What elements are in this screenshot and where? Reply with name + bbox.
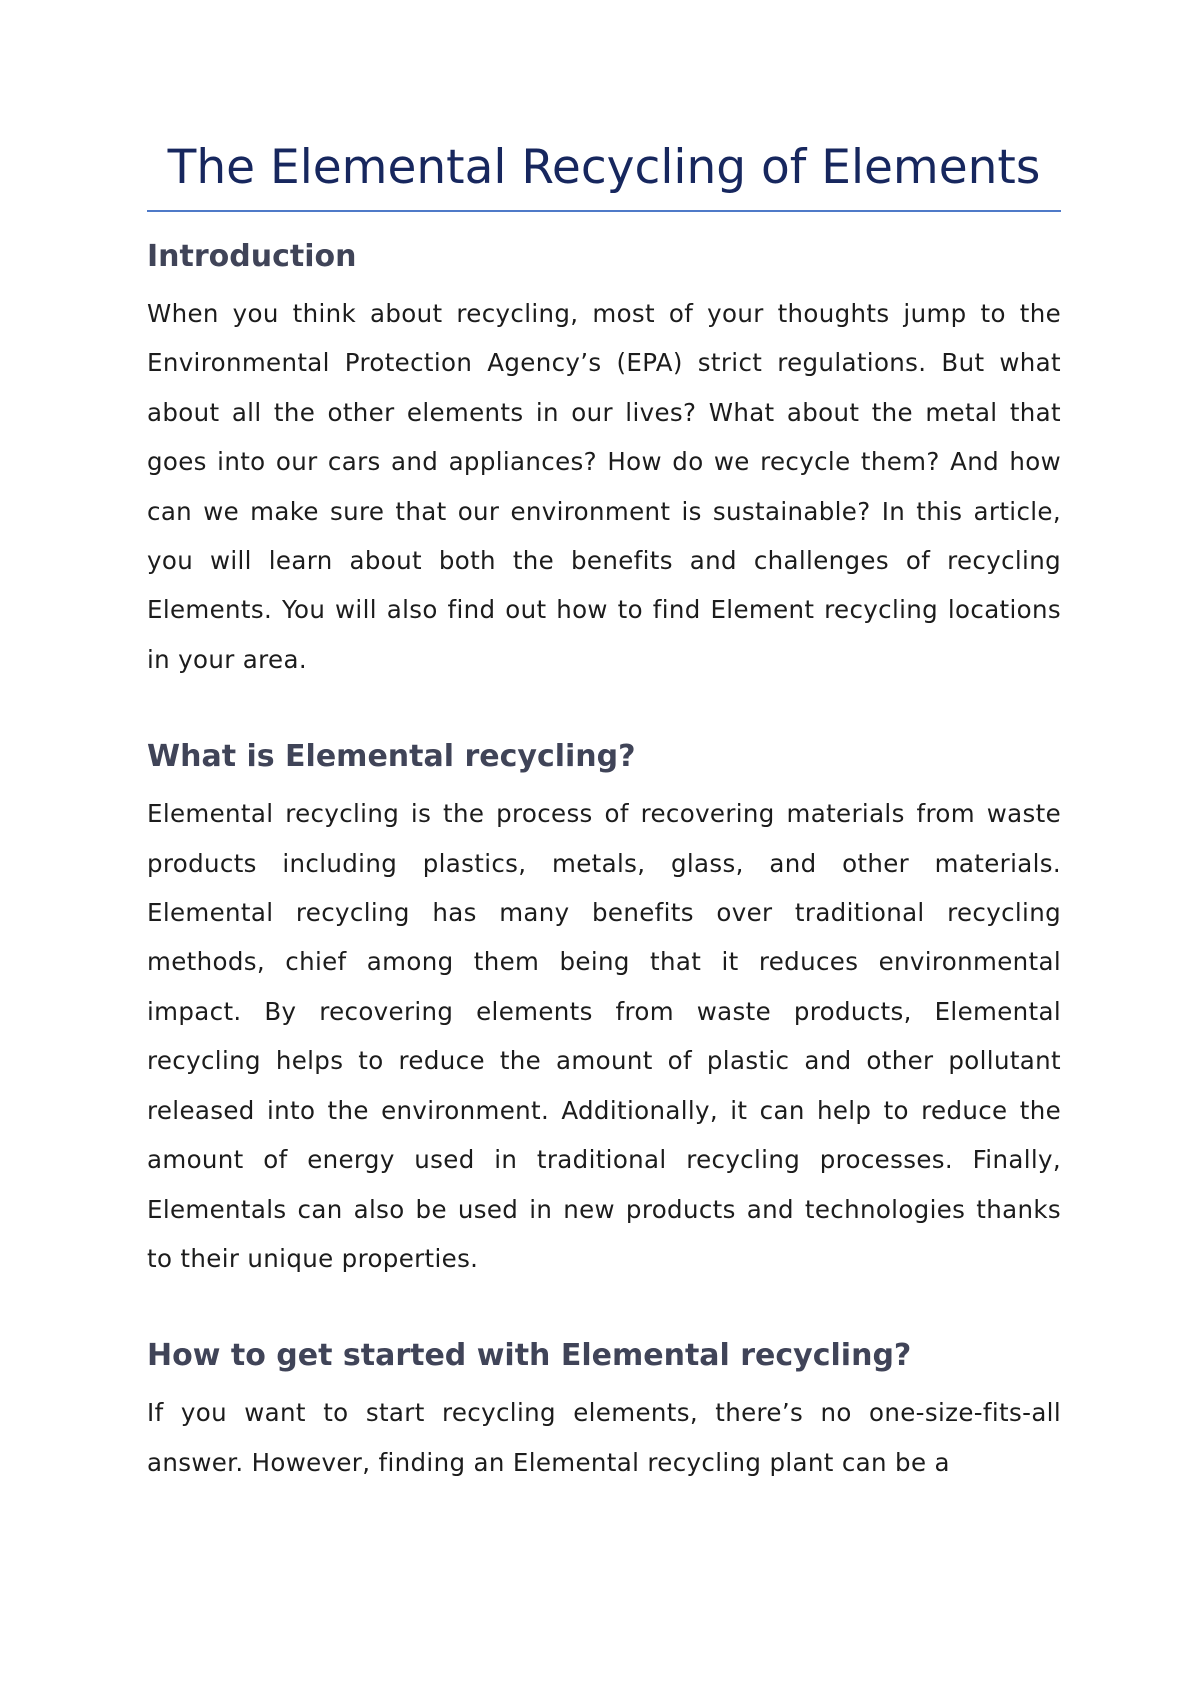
section-paragraph-what-is: Elemental recycling is the process of recovering materials from waste products including plastics, metals, glass, and other materials. Elemental recycling has many benefits over traditional recycling methods, chief among them being that it reduces environmental impact. By recovering elements from waste products, Elemental recycling helps to reduce the amount of plastic and other pollutant released into the environment. Additionally, it can help to reduce the amount of energy used in traditional recycling processes. Finally, Elementals can also be used in new products and technologies thanks to their unique properties. <box>147 799 1061 1273</box>
title-divider <box>147 210 1061 212</box>
document-title: The Elemental Recycling of Elements <box>167 140 1041 195</box>
section-paragraph-how-to-start: If you want to start recycling elements, there’s no one-size-fits-all answer. However, finding an Elemental recycling plant can be a <box>147 1398 1061 1477</box>
section-heading-introduction: Introduction <box>147 239 357 274</box>
section-paragraph-introduction: When you think about recycling, most of your thoughts jump to the Environmental Protection Agency’s (EPA) strict regulations. But what about all the other elements in our lives? What about the metal that goes into our cars and appliances? How do we recycle them? And how can we make sure that our environment is sustainable? In this article, you will learn about both the benefits and challenges of recycling Elements. You will also find out how to find Element recycling locations in your area. <box>147 299 1061 674</box>
section-heading-what-is: What is Elemental recycling? <box>147 739 636 775</box>
document-page <box>147 138 1061 1487</box>
section-heading-how-to-start: How to get started with Elemental recycling? <box>147 1338 912 1374</box>
